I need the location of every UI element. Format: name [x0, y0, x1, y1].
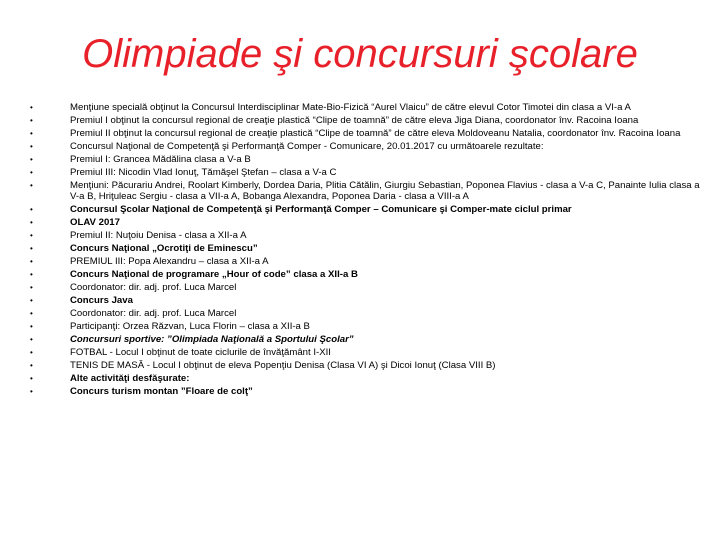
list-item-text: Concurs Naţional de programare „Hour of code” clasa a XII-a B [70, 269, 358, 280]
list-item [30, 295, 710, 306]
list-item-text: Participanţi: Orzea Răzvan, Luca Florin – clasa a XII-a B [70, 321, 310, 332]
list-item-text: PREMIUL III: Popa Alexandru – clasa a XII-a A [70, 256, 269, 267]
bullet-icon: • [30, 103, 33, 112]
list-item [30, 204, 710, 215]
list-item-text: Premiul II obţinut la concursul regional de creaţie plastică “Clipe de toamnă” de către eleva Moldoveanu Natalia, coordonator înv. Racoina Ioana [70, 128, 681, 139]
list-item-text: Premiul III: Nicodin Vlad Ionuţ, Tămăşel Ştefan – clasa a V-a C [70, 167, 337, 178]
bullet-icon: • [30, 270, 33, 279]
list-item-text: OLAV 2017 [70, 217, 120, 228]
bullet-icon: • [30, 283, 33, 292]
list-item [30, 386, 710, 397]
slide-title: Olimpiade şi concursuri şcolare [82, 32, 638, 76]
list-item-text: Premiul II: Nuţoiu Denisa - clasa a XII-a A [70, 230, 247, 241]
list-item [30, 334, 710, 345]
list-item [30, 230, 710, 241]
list-item [30, 269, 710, 280]
bullet-icon: • [30, 322, 33, 331]
list-item-text: Concurs turism montan ”Floare de colţ” [70, 386, 253, 397]
list-item [30, 373, 710, 384]
bullet-icon: • [30, 129, 33, 138]
list-item-text: TENIS DE MASĂ - Locul I obţinut de eleva Popenţiu Denisa (Clasa VI A) şi Dicoi Ionuţ (Clasa VIII B) [70, 360, 496, 371]
bullet-icon: • [30, 218, 33, 227]
list-item [30, 141, 710, 152]
list-item-text: Menţiune specială obţinut la Concursul Interdisciplinar Mate-Bio-Fizică “Aurel Vlaicu” de către elevul Cotor Timotei din clasa a VI-a A [70, 102, 631, 113]
list-item [30, 347, 710, 358]
list-item-text: Concursul Şcolar Naţional de Competenţă şi Performanţă Comper – Comunicare şi Comper-mate ciclul primar [70, 204, 572, 215]
bullet-icon: • [30, 361, 33, 370]
list-item [30, 154, 710, 165]
list-item [30, 360, 710, 371]
list-item-text: Coordonator: dir. adj. prof. Luca Marcel [70, 308, 237, 319]
bullet-icon: • [30, 168, 33, 177]
list-item [30, 321, 710, 332]
bullet-icon: • [30, 231, 33, 240]
list-item [30, 128, 710, 139]
list-item [30, 115, 710, 126]
list-item [30, 167, 710, 178]
list-item-text: Alte activităţi desfăşurate: [70, 373, 190, 384]
list-item-text: Premiul I: Grancea Mădălina clasa a V-a B [70, 154, 251, 165]
bullet-icon: • [30, 155, 33, 164]
list-item-text: Coordonator: dir. adj. prof. Luca Marcel [70, 282, 237, 293]
bullet-icon: • [30, 374, 33, 383]
list-item [30, 308, 710, 319]
bullet-icon: • [30, 181, 33, 190]
bullet-icon: • [30, 116, 33, 125]
bullet-icon: • [30, 244, 33, 253]
list-item-text: Concursuri sportive: ”Olimpiada Naţională a Sportului Şcolar” [70, 334, 354, 345]
list-item-text: Premiul I obţinut la concursul regional de creaţie plastică “Clipe de toamnă” de către eleva Jiga Diana, coordonator înv. Racoina Ioana [70, 115, 639, 126]
bullet-icon: • [30, 142, 33, 151]
list-item-text: Concurs Java [70, 295, 133, 306]
list-item [30, 102, 710, 113]
list-item [30, 217, 710, 228]
list-item [30, 282, 710, 293]
list-item [30, 256, 710, 267]
achievements-list [30, 102, 710, 399]
bullet-icon: • [30, 335, 33, 344]
list-item-text: Menţiuni: Păcurariu Andrei, Roolart Kimberly, Dordea Daria, Plitia Cătălin, Giurgiu Sebastian, Poponea Flavius - clasa a V-a C, Panainte Iulia clasa a V-a B, Hriţuleac Sergiu - clasa a VII-a A, Bobanga Alexandra, Poponea Daria - clasa a VIII-a A [70, 180, 700, 202]
list-item [30, 243, 710, 254]
list-item-text: FOTBAL - Locul I obţinut de toate ciclurile de învăţământ I-XII [70, 347, 331, 358]
list-item-text: Concurs Naţional „Ocrotiţi de Eminescu” [70, 243, 258, 254]
bullet-icon: • [30, 387, 33, 396]
list-item-text: Concursul Naţional de Competenţă şi Performanţă Comper - Comunicare, 20.01.2017 cu următoarele rezultate: [70, 141, 544, 152]
bullet-icon: • [30, 257, 33, 266]
bullet-icon: • [30, 309, 33, 318]
bullet-icon: • [30, 348, 33, 357]
list-item [30, 180, 710, 202]
bullet-icon: • [30, 205, 33, 214]
bullet-icon: • [30, 296, 33, 305]
